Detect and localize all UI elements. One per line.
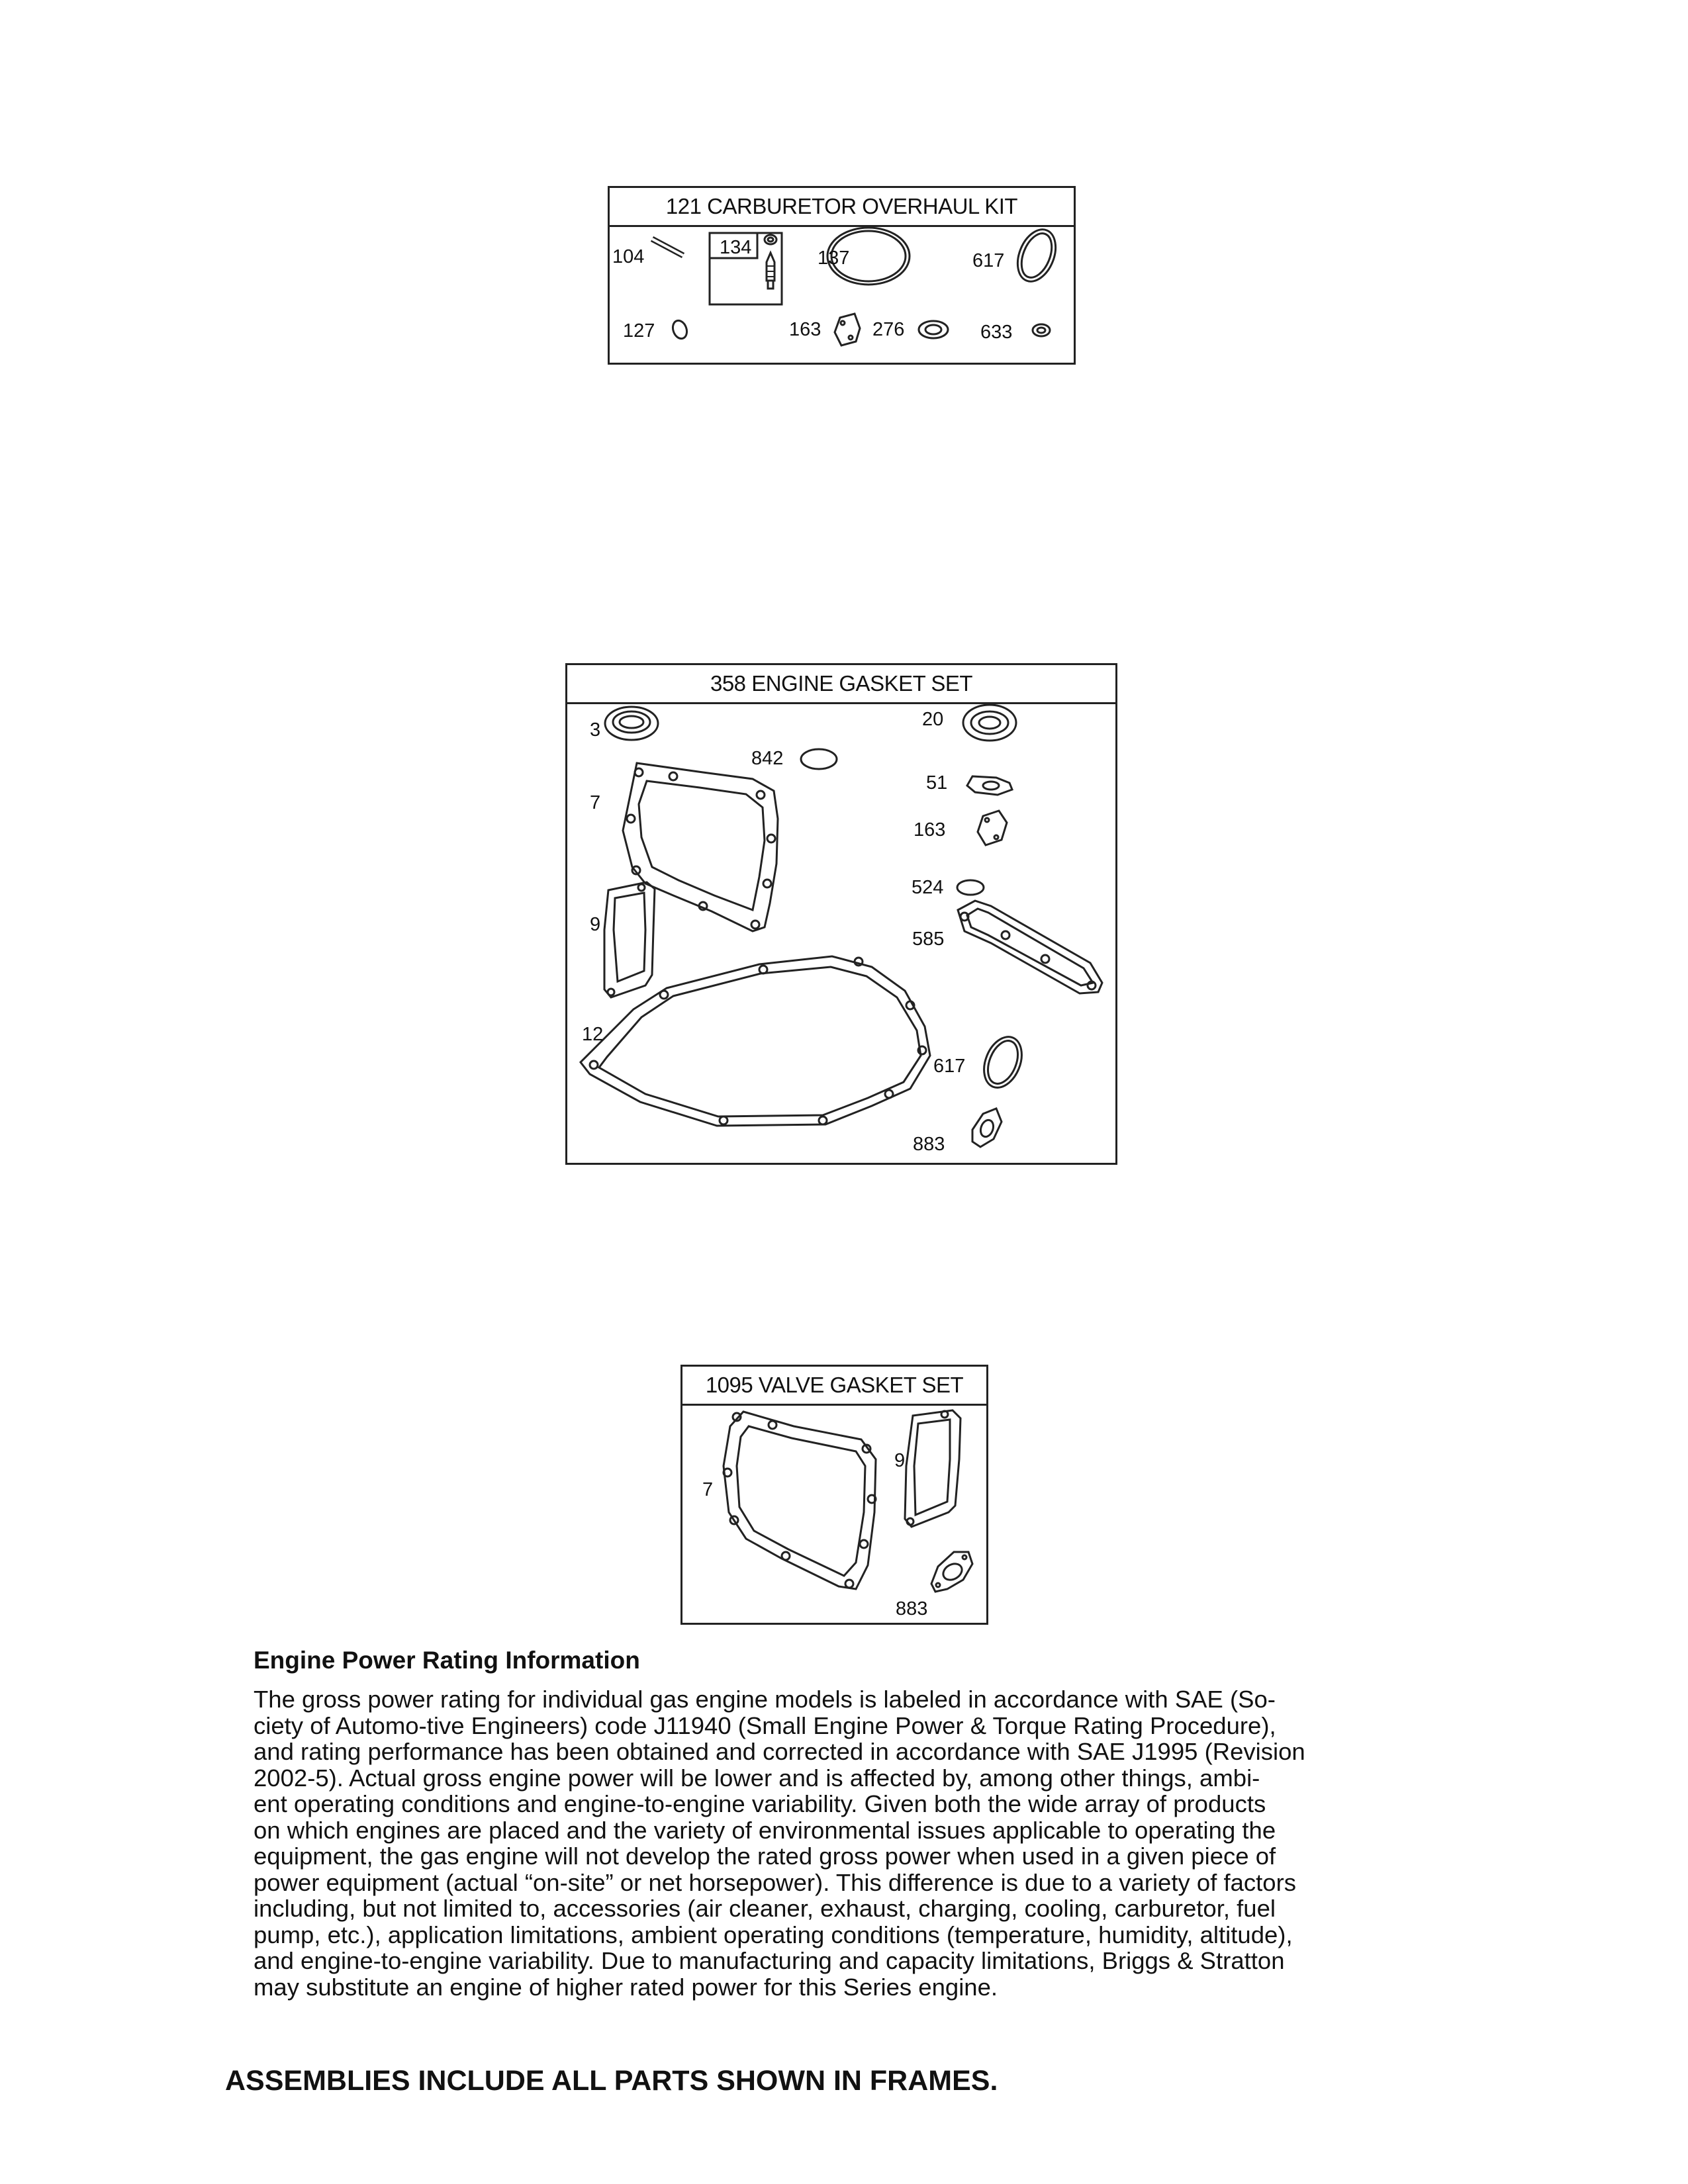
label-127: 127 bbox=[623, 320, 655, 341]
paragraph-line: including, but not limited to, accessories (air cleaner, exhaust, charging, cooling, carburetor, fuel bbox=[254, 1895, 1276, 1922]
paragraph-line: equipment, the gas engine will not develop the rated gross power when used in a given piece of bbox=[254, 1843, 1276, 1870]
part-9-gasket bbox=[604, 882, 655, 997]
label-51: 51 bbox=[926, 772, 948, 794]
label-883: 883 bbox=[913, 1134, 945, 1155]
part-883-gasket bbox=[972, 1109, 1002, 1147]
part-163-gasket bbox=[835, 314, 860, 345]
label-524: 524 bbox=[912, 877, 944, 898]
paragraph-line: on which engines are placed and the variety of environmental issues applicable to operating the bbox=[254, 1816, 1276, 1844]
label-617: 617 bbox=[972, 250, 1005, 271]
label-585: 585 bbox=[912, 929, 945, 950]
label-7: 7 bbox=[702, 1479, 714, 1500]
part-12-crankcase-gasket bbox=[581, 956, 930, 1126]
part-104-pin bbox=[652, 239, 683, 255]
label-134: 134 bbox=[720, 237, 752, 258]
paragraph-line: and rating performance has been obtained and corrected in accordance with SAE J1995 (Revision bbox=[254, 1738, 1305, 1765]
carburetor-kit-title: 121 CARBURETOR OVERHAUL KIT bbox=[610, 188, 1074, 227]
label-842: 842 bbox=[751, 748, 784, 769]
label-883: 883 bbox=[896, 1598, 928, 1619]
label-12: 12 bbox=[582, 1024, 604, 1045]
label-20: 20 bbox=[922, 709, 944, 730]
part-617-ring bbox=[977, 1031, 1029, 1093]
paragraph-line: power equipment (actual “on-site” or net horsepower). This difference is due to a variety of factors bbox=[254, 1868, 1297, 1896]
engine-gasket-frame bbox=[565, 663, 1117, 1165]
label-9: 9 bbox=[590, 914, 601, 935]
label-3: 3 bbox=[590, 719, 601, 741]
part-163-gasket bbox=[978, 811, 1007, 845]
assemblies-note: ASSEMBLIES INCLUDE ALL PARTS SHOWN IN FRAMES. bbox=[225, 2065, 998, 2097]
paragraph-line: ciety of Automo-tive Engineers) code J11940 (Small Engine Power & Torque Rating Procedure), bbox=[254, 1711, 1276, 1739]
label-163: 163 bbox=[914, 819, 946, 841]
part-127-ring bbox=[671, 318, 689, 340]
carburetor-kit-frame bbox=[608, 186, 1076, 365]
label-617: 617 bbox=[933, 1056, 966, 1077]
part-9-gasket bbox=[905, 1410, 961, 1527]
power-rating-paragraph bbox=[254, 1686, 1432, 2000]
label-633: 633 bbox=[980, 322, 1013, 343]
part-524-ring bbox=[957, 880, 984, 895]
part-3-seal bbox=[605, 707, 658, 740]
part-585-gasket bbox=[958, 901, 1102, 993]
engine-gasket-title: 358 ENGINE GASKET SET bbox=[567, 665, 1115, 704]
paragraph-line: The gross power rating for individual gas engine models is labeled in accordance with SAE (So- bbox=[254, 1686, 1276, 1713]
paragraph-line: 2002-5). Actual gross engine power will be lower and is affected by, among other things, ambi- bbox=[254, 1764, 1260, 1792]
paragraph-line: ent operating conditions and engine-to-engine variability. Given both the wide array of products bbox=[254, 1790, 1266, 1817]
part-51-gasket bbox=[967, 776, 1012, 795]
engine-gasket-drawing bbox=[567, 665, 1119, 1167]
label-137: 137 bbox=[818, 248, 850, 269]
part-7-head-gasket bbox=[724, 1412, 876, 1589]
valve-gasket-title: 1095 VALVE GASKET SET bbox=[682, 1367, 986, 1406]
label-9: 9 bbox=[894, 1450, 906, 1471]
part-883-gasket bbox=[931, 1552, 972, 1592]
label-7: 7 bbox=[590, 792, 601, 813]
label-104: 104 bbox=[612, 246, 645, 267]
paragraph-line: and engine-to-engine variability. Due to manufacturing and capacity limitations, Briggs & Stratton bbox=[254, 1947, 1285, 1974]
valve-gasket-frame bbox=[680, 1365, 988, 1625]
paragraph-line: may substitute an engine of higher rated power for this Series engine. bbox=[254, 1973, 998, 2001]
part-20-seal bbox=[963, 705, 1016, 741]
paragraph-line: pump, etc.), application limitations, ambient operating conditions (temperature, humidity, altitude), bbox=[254, 1921, 1293, 1948]
part-7-head-gasket bbox=[623, 763, 778, 931]
part-617-ring bbox=[1011, 224, 1063, 287]
part-276-washer bbox=[919, 321, 948, 338]
power-rating-heading: Engine Power Rating Information bbox=[254, 1647, 640, 1674]
label-276: 276 bbox=[872, 319, 905, 340]
part-134-needle bbox=[765, 235, 776, 289]
part-842-ring bbox=[801, 749, 837, 769]
valve-gasket-drawing bbox=[682, 1367, 990, 1627]
part-633-washer bbox=[1033, 324, 1050, 336]
label-163: 163 bbox=[789, 319, 821, 340]
